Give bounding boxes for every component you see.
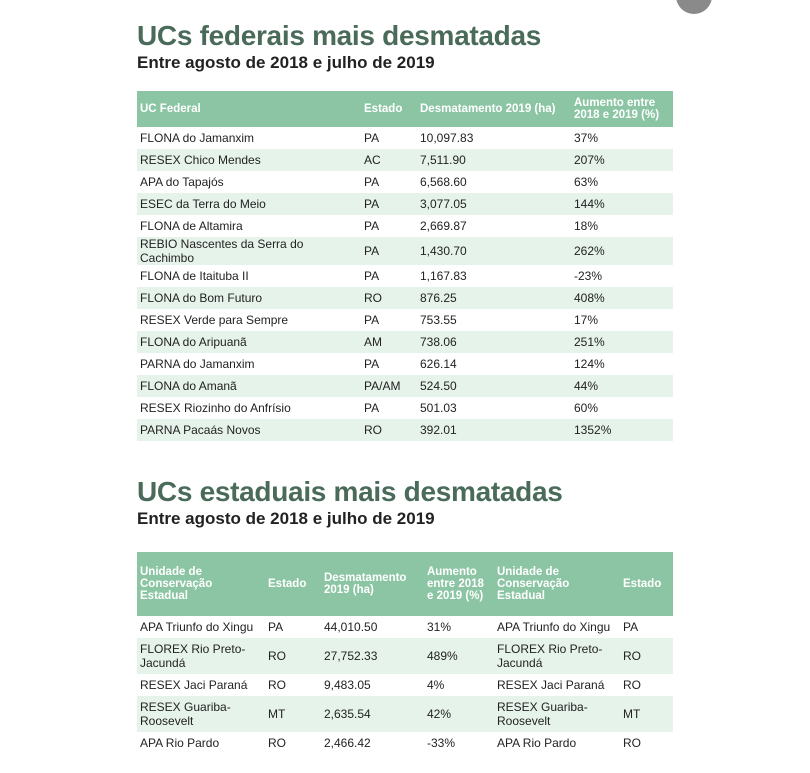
uc-name-cell: FLONA de Altamira bbox=[140, 219, 243, 233]
state-cell: MT bbox=[265, 696, 321, 732]
state-cell: AC bbox=[361, 149, 417, 171]
table-row bbox=[137, 193, 673, 215]
federal-section bbox=[137, 20, 673, 441]
header-desmatamento: Desmatamento 2019 (ha) bbox=[321, 552, 424, 616]
deforestation-cell: 9,483.05 bbox=[324, 678, 371, 692]
header-desmatamento: Desmatamento 2019 (ha) bbox=[417, 91, 571, 127]
increase-cell: 44% bbox=[571, 375, 673, 397]
federal-table-header bbox=[137, 91, 673, 127]
state-cell: PA/AM bbox=[361, 375, 417, 397]
table-row bbox=[137, 397, 673, 419]
state-cell: PA bbox=[364, 357, 380, 371]
table-row bbox=[137, 674, 673, 696]
increase-cell: 4% bbox=[427, 678, 445, 692]
state-subtitle: Entre agosto de 2018 e julho de 2019 bbox=[137, 509, 435, 528]
increase-cell: -33% bbox=[427, 736, 456, 750]
uc-name-cell: PARNA Pacaás Novos bbox=[137, 419, 361, 441]
state-repeat-cell: RO bbox=[623, 736, 641, 750]
header-aumento: Aumento entre 2018 e 2019 (%) bbox=[424, 552, 494, 616]
state-repeat-cell: RO bbox=[620, 638, 673, 674]
increase-cell: 408% bbox=[571, 287, 673, 309]
table-row bbox=[137, 353, 673, 375]
state-repeat-cell: PA bbox=[623, 620, 639, 634]
state-cell: PA bbox=[364, 313, 380, 327]
table-row bbox=[137, 616, 673, 638]
deforestation-cell: 392.01 bbox=[417, 419, 571, 441]
uc-name-cell: RESEX Riozinho do Anfrísio bbox=[140, 401, 291, 415]
deforestation-cell: 10,097.83 bbox=[420, 131, 474, 145]
increase-cell: 63% bbox=[574, 175, 599, 189]
uc-name-cell: APA Triunfo do Xingu bbox=[140, 620, 254, 634]
uc-name-cell: FLONA do Jamanxim bbox=[140, 131, 255, 145]
table-row bbox=[137, 265, 673, 287]
uc-name-cell: ESEC da Terra do Meio bbox=[137, 193, 361, 215]
deforestation-cell: 2,466.42 bbox=[324, 736, 371, 750]
deforestation-cell: 753.55 bbox=[420, 313, 457, 327]
corner-decoration bbox=[676, 0, 712, 14]
uc-name-repeat-cell: APA Triunfo do Xingu bbox=[497, 620, 611, 634]
state-cell: RO bbox=[268, 678, 286, 692]
uc-name-repeat-cell: RESEX Guariba-Roosevelt bbox=[494, 696, 620, 732]
header-estado-repeat: Estado bbox=[620, 552, 673, 616]
uc-name-cell: PARNA do Jamanxim bbox=[140, 357, 255, 371]
deforestation-cell: 6,568.60 bbox=[420, 175, 467, 189]
deforestation-cell: 1,430.70 bbox=[417, 237, 571, 265]
uc-name-repeat-cell: FLOREX Rio Preto-Jacundá bbox=[494, 638, 620, 674]
increase-cell: 124% bbox=[574, 357, 605, 371]
uc-name-cell: FLONA do Aripuanã bbox=[137, 331, 361, 353]
uc-name-cell: RESEX Jaci Paraná bbox=[140, 678, 248, 692]
uc-name-cell: APA Rio Pardo bbox=[140, 736, 220, 750]
state-section bbox=[137, 476, 673, 754]
header-unidade-repeat: Unidade de Conservação Estadual bbox=[494, 552, 620, 616]
uc-name-cell: RESEX Guariba-Roosevelt bbox=[137, 696, 265, 732]
table-row bbox=[137, 127, 673, 149]
uc-name-cell: RESEX Verde para Sempre bbox=[140, 313, 289, 327]
state-cell: PA bbox=[361, 193, 417, 215]
state-cell: PA bbox=[364, 219, 380, 233]
state-cell: RO bbox=[268, 736, 286, 750]
state-title: UCs estaduais mais desmatadas bbox=[137, 476, 563, 507]
state-cell: PA bbox=[364, 131, 380, 145]
table-row bbox=[137, 215, 673, 237]
table-row bbox=[137, 237, 673, 265]
deforestation-cell: 7,511.90 bbox=[417, 149, 571, 171]
uc-name-cell: FLOREX Rio Preto-Jacundá bbox=[137, 638, 265, 674]
deforestation-cell: 2,669.87 bbox=[420, 219, 467, 233]
table-row bbox=[137, 287, 673, 309]
deforestation-cell: 44,010.50 bbox=[324, 620, 378, 634]
state-cell: PA bbox=[364, 175, 380, 189]
table-row bbox=[137, 638, 673, 674]
uc-name-cell: REBIO Nascentes da Serra do Cachimbo bbox=[137, 237, 361, 265]
deforestation-cell: 524.50 bbox=[417, 375, 571, 397]
uc-name-cell: APA do Tapajós bbox=[140, 175, 224, 189]
federal-title: UCs federais mais desmatadas bbox=[137, 20, 542, 51]
federal-subtitle: Entre agosto de 2018 e julho de 2019 bbox=[137, 53, 435, 72]
uc-name-repeat-cell: APA Rio Pardo bbox=[497, 736, 577, 750]
increase-cell: 262% bbox=[571, 237, 673, 265]
state-cell: PA bbox=[268, 620, 284, 634]
uc-name-cell: FLONA de Itaituba II bbox=[140, 269, 249, 283]
increase-cell: 251% bbox=[571, 331, 673, 353]
increase-cell: 18% bbox=[574, 219, 599, 233]
uc-name-cell: FLONA do Bom Futuro bbox=[137, 287, 361, 309]
table-row bbox=[137, 419, 673, 441]
state-cell: RO bbox=[265, 638, 321, 674]
increase-cell: 17% bbox=[574, 313, 599, 327]
header-aumento: Aumento entre 2018 e 2019 (%) bbox=[571, 91, 673, 127]
deforestation-cell: 626.14 bbox=[420, 357, 457, 371]
state-cell: RO bbox=[361, 419, 417, 441]
state-table bbox=[137, 552, 673, 754]
table-row bbox=[137, 149, 673, 171]
state-cell: AM bbox=[361, 331, 417, 353]
state-cell: PA bbox=[364, 269, 380, 283]
increase-cell: 42% bbox=[424, 696, 494, 732]
increase-cell: 60% bbox=[574, 401, 599, 415]
increase-cell: 207% bbox=[571, 149, 673, 171]
table-row bbox=[137, 696, 673, 732]
deforestation-cell: 1,167.83 bbox=[420, 269, 467, 283]
increase-cell: 1352% bbox=[571, 419, 673, 441]
state-cell: PA bbox=[361, 237, 417, 265]
table-row bbox=[137, 309, 673, 331]
table-row bbox=[137, 732, 673, 754]
state-table-header bbox=[137, 552, 673, 616]
uc-name-cell: FLONA do Amanã bbox=[137, 375, 361, 397]
uc-name-cell: RESEX Chico Mendes bbox=[137, 149, 361, 171]
increase-cell: 144% bbox=[571, 193, 673, 215]
deforestation-cell: 27,752.33 bbox=[321, 638, 424, 674]
increase-cell: 31% bbox=[427, 620, 452, 634]
deforestation-cell: 2,635.54 bbox=[321, 696, 424, 732]
deforestation-cell: 876.25 bbox=[417, 287, 571, 309]
header-estado: Estado bbox=[265, 552, 321, 616]
deforestation-cell: 738.06 bbox=[417, 331, 571, 353]
header-unidade: Unidade de Conservação Estadual bbox=[137, 552, 265, 616]
increase-cell: -23% bbox=[574, 269, 603, 283]
state-repeat-cell: MT bbox=[620, 696, 673, 732]
state-cell: PA bbox=[364, 401, 380, 415]
deforestation-cell: 3,077.05 bbox=[417, 193, 571, 215]
state-cell: RO bbox=[361, 287, 417, 309]
header-estado: Estado bbox=[361, 91, 417, 127]
deforestation-cell: 501.03 bbox=[420, 401, 457, 415]
table-row bbox=[137, 171, 673, 193]
increase-cell: 37% bbox=[574, 131, 599, 145]
increase-cell: 489% bbox=[424, 638, 494, 674]
table-row bbox=[137, 331, 673, 353]
table-row bbox=[137, 375, 673, 397]
federal-table bbox=[137, 91, 673, 441]
state-repeat-cell: RO bbox=[623, 678, 641, 692]
uc-name-repeat-cell: RESEX Jaci Paraná bbox=[497, 678, 605, 692]
header-uc-federal: UC Federal bbox=[137, 91, 361, 127]
